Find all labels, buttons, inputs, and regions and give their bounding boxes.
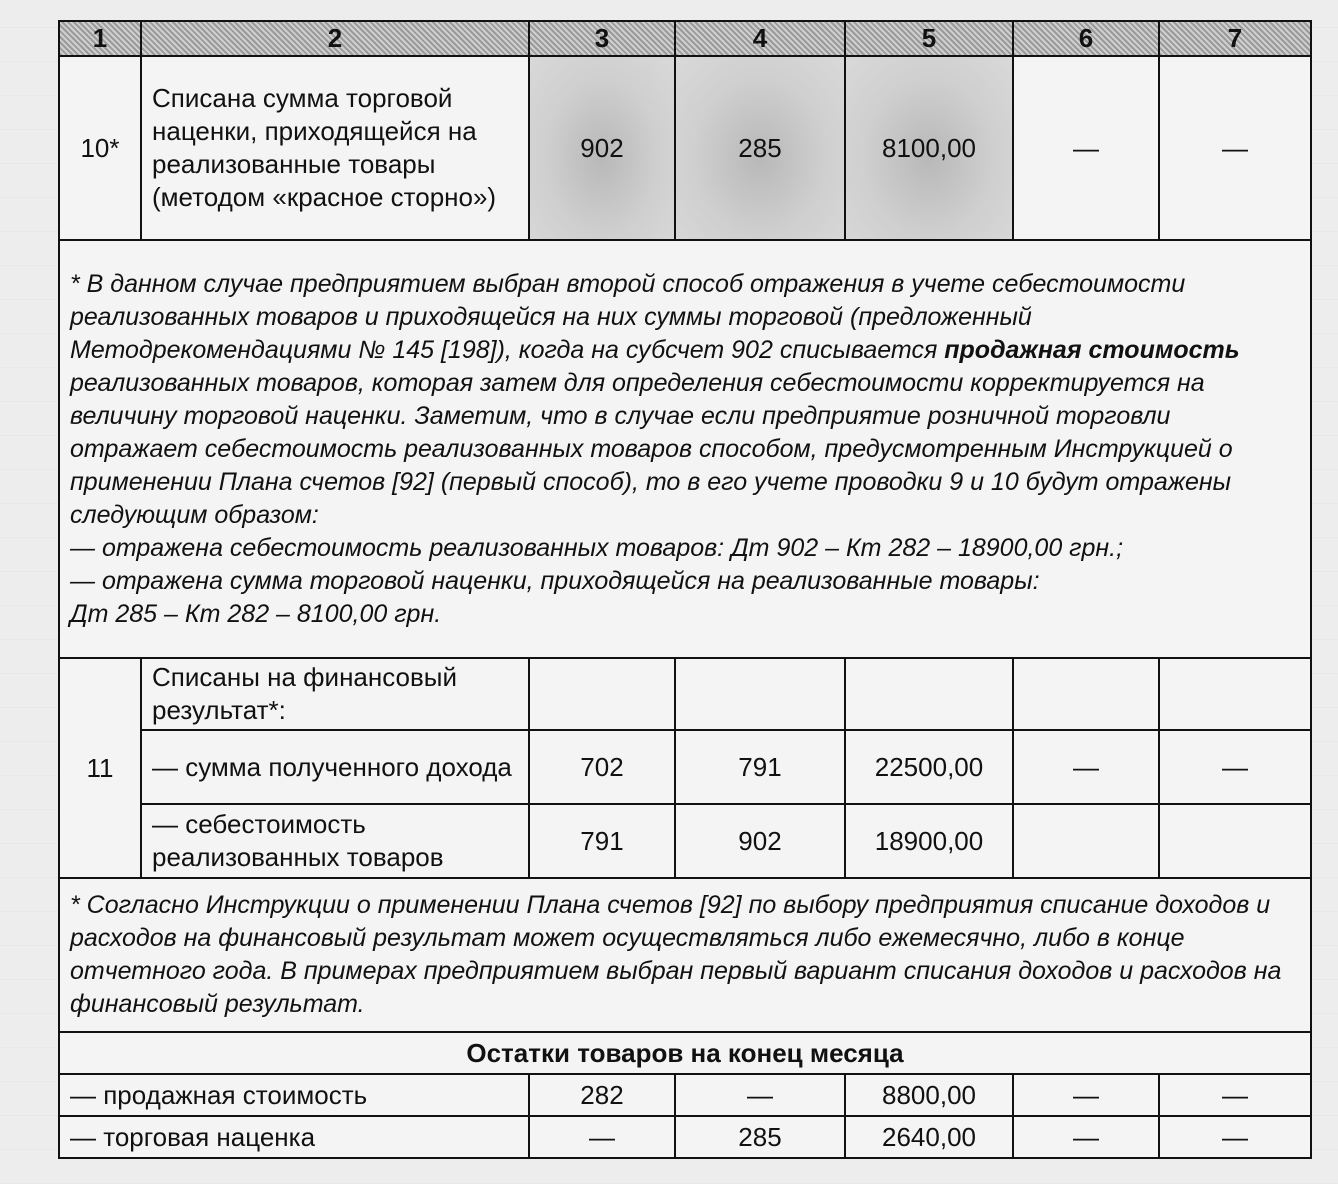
- entry-description: Списана сумма торговой наценки, приходящейся на реализованные товары (методом «красное сторно»): [141, 56, 529, 240]
- entry-amount: 8100,00: [845, 56, 1013, 240]
- footnote-1-line-4: Дт 285 – Кт 282 – 8100,00 грн.: [70, 599, 442, 628]
- entry-debit: 902: [529, 56, 675, 240]
- balance-label: — продажная стоимость: [59, 1074, 529, 1116]
- header-col-4: 4: [675, 21, 845, 56]
- balances-title: Остатки товаров на конец месяца: [59, 1032, 1311, 1074]
- footnote-1-line-3: — отражена сумма торговой наценки, приходящейся на реализованные товары:: [70, 566, 1040, 595]
- balance-col-4: —: [675, 1074, 845, 1116]
- entry-11-cost-amount: 18900,00: [845, 804, 1013, 878]
- footnote-1-line-2: — отражена себестоимость реализованных товаров: Дт 902 – Кт 282 – 18900,00 грн.;: [70, 533, 1124, 562]
- footnote-1-bold: продажная стоимость: [944, 335, 1240, 364]
- entry-col-6: —: [1013, 56, 1159, 240]
- entry-11-cost-description: — себестоимость реализованных товаров: [141, 804, 529, 878]
- entry-11-income-col-6: —: [1013, 730, 1159, 804]
- empty-cell: [1159, 658, 1311, 730]
- balance-row: [59, 1116, 1311, 1158]
- entry-row-11-title: [59, 658, 1311, 730]
- footnote-1-text-end: реализованных товаров, которая затем для определения себестоимости корректируется на величину торговой наценки. Заметим, что в случае если предприятие розничной торговли отражает себестоимость реализованных товаров способом, предусмотренным Инструкцией о применении Плана счетов [92] (первый способ), то в его учете проводки 9 и 10 будут отражены следующим образом:: [70, 368, 1233, 529]
- footnote-2: * Согласно Инструкции о применении Плана счетов [92] по выбору предприятия списание доходов и расходов на финансовый результат может осуществляться либо ежемесячно, либо в конце отчетного года. В примерах предприятием выбран первый вариант списания доходов и расходов на финансовый результат.: [59, 878, 1311, 1032]
- entry-row-10: [59, 56, 1311, 240]
- empty-cell: [675, 658, 845, 730]
- entry-11-income-debit: 702: [529, 730, 675, 804]
- footnote-1: [59, 240, 1311, 658]
- balance-col-7: —: [1159, 1116, 1311, 1158]
- balance-row: [59, 1074, 1311, 1116]
- empty-cell: [845, 658, 1013, 730]
- entry-11-cost-credit: 902: [675, 804, 845, 878]
- header-col-2: 2: [141, 21, 529, 56]
- balance-col-7: —: [1159, 1074, 1311, 1116]
- entry-col-7: —: [1159, 56, 1311, 240]
- balance-col-4: 285: [675, 1116, 845, 1158]
- empty-cell: [1159, 804, 1311, 878]
- entry-row-11-income: [59, 730, 1311, 804]
- empty-cell: [1013, 658, 1159, 730]
- balance-col-5: 2640,00: [845, 1116, 1013, 1158]
- entry-11-income-description: — сумма полученного дохода: [141, 730, 529, 804]
- entry-credit: 285: [675, 56, 845, 240]
- balance-col-6: —: [1013, 1074, 1159, 1116]
- empty-cell: [529, 658, 675, 730]
- balance-label: — торговая наценка: [59, 1116, 529, 1158]
- balances-title-row: [59, 1032, 1311, 1074]
- entry-11-cost-debit: 791: [529, 804, 675, 878]
- balance-col-6: —: [1013, 1116, 1159, 1158]
- footnote-1-text: * В данном случае предприятием выбран второй способ отражения в учете себестоимости реализованных товаров и приходящейся на них суммы торговой (предложенный Методрекомендациями № 145 [198]), когда на субсчет 902 списывается: [70, 269, 1186, 364]
- entry-11-income-amount: 22500,00: [845, 730, 1013, 804]
- column-number-header: [59, 21, 1311, 56]
- entry-11-income-credit: 791: [675, 730, 845, 804]
- footnote-row-2: [59, 878, 1311, 1032]
- header-col-3: 3: [529, 21, 675, 56]
- entry-11-title: Списаны на финансовый результат*:: [141, 658, 529, 730]
- header-col-5: 5: [845, 21, 1013, 56]
- header-col-6: 6: [1013, 21, 1159, 56]
- header-col-1: 1: [59, 21, 141, 56]
- footnote-row-1: [59, 240, 1311, 658]
- entry-row-11-cost: [59, 804, 1311, 878]
- accounting-entries-table: [58, 20, 1312, 1159]
- entry-number: 10*: [59, 56, 141, 240]
- empty-cell: [1013, 804, 1159, 878]
- header-col-7: 7: [1159, 21, 1311, 56]
- entry-11-number: 11: [59, 658, 141, 878]
- entry-11-income-col-7: —: [1159, 730, 1311, 804]
- balance-col-3: 282: [529, 1074, 675, 1116]
- balance-col-3: —: [529, 1116, 675, 1158]
- balance-col-5: 8800,00: [845, 1074, 1013, 1116]
